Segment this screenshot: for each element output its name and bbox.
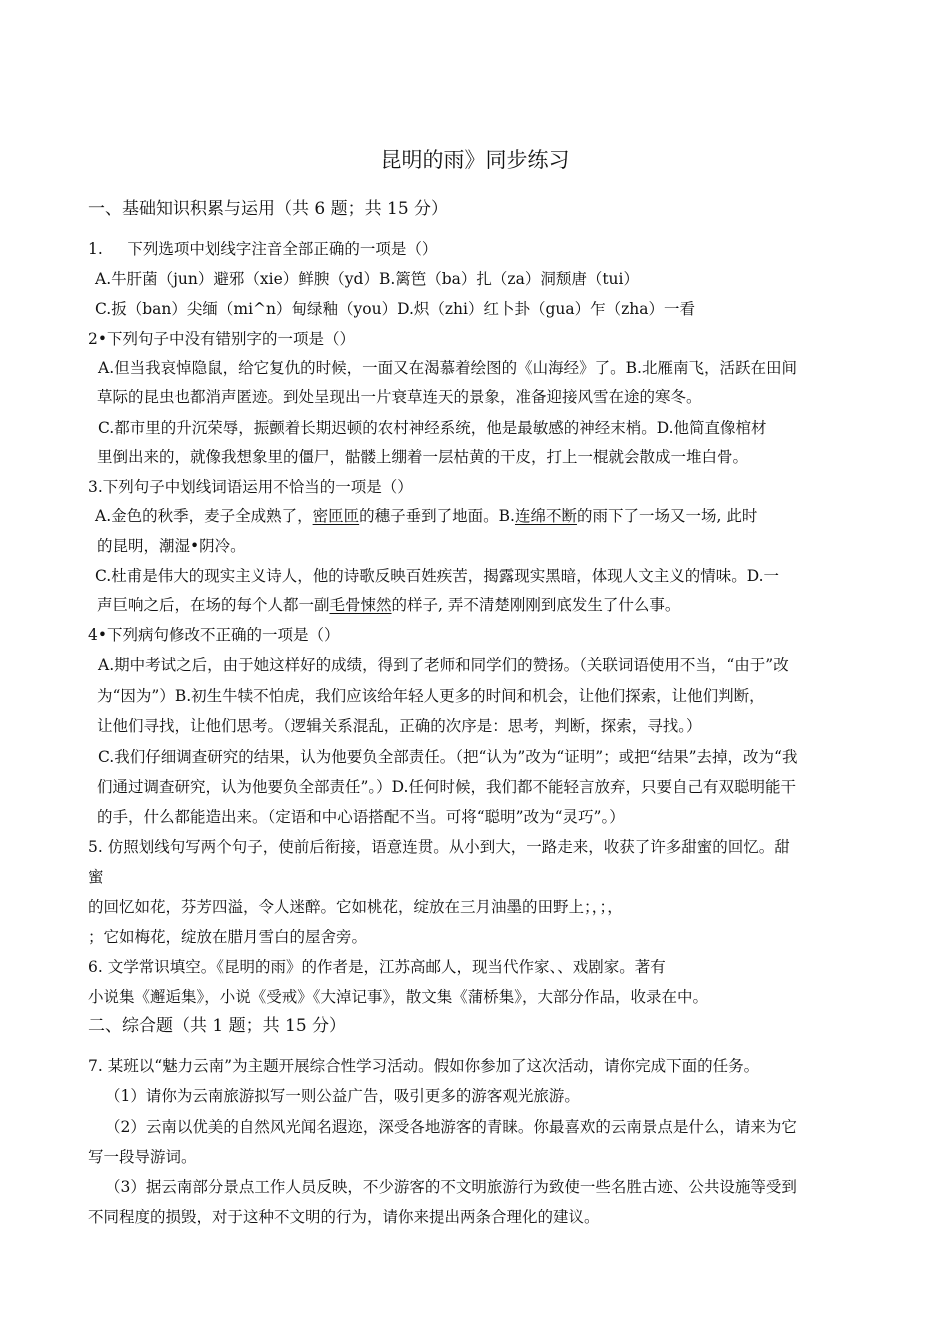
question-3-line-4 bbox=[97, 594, 680, 616]
question-1-option-ab: A.牛肝菌（jun）避邪（xie）鲜腴（yd）B.篱笆（ba）扎（za）洞颓唐（tui） bbox=[95, 270, 640, 288]
question-7-task-2-line-1: （2）云南以优美的自然风光闻名遐迩，深受各地游客的青睐。你最喜欢的云南景点是什么，请来为它 bbox=[105, 1118, 797, 1136]
question-7-task-3-line-2: 不同程度的损毁，对于这种不文明的行为，请你来提出两条合理化的建议。 bbox=[88, 1208, 600, 1226]
question-5-line-2: 蜜 bbox=[88, 868, 104, 886]
question-1-stem: 1. 下列选项中划线字注音全部正确的一项是（） bbox=[88, 240, 438, 258]
question-7-task-2-line-2: 写一段导游词。 bbox=[88, 1148, 197, 1166]
underlined-phrase-maogusongran: 毛骨悚然 bbox=[329, 596, 392, 614]
question-5-line-3: 的回忆如花，芬芳四溢，令人迷醉。它如桃花，绽放在三月油墨的田野上；，；， bbox=[88, 898, 623, 916]
question-2-line-2: 草际的昆虫也都消声匿迹。到处呈现出一片衰草连天的景象，准备迎接风雪在途的寒冬。 bbox=[97, 388, 702, 406]
question-3-line-4-text-b: 的样子, 弄不清楚刚刚到底发生了什么事。 bbox=[391, 596, 681, 614]
question-2-line-3: C.都市里的升沉荣辱，振颤着长期迟顿的农村神经系统，他是最敏感的神经末梢。D.他简直像棺材 bbox=[98, 419, 767, 437]
page-title: 昆明的雨》同步练习 bbox=[380, 148, 570, 172]
question-4-line-4: C.我们仔细调查研究的结果，认为他要负全部责任。（把“认为”改为“证明”；或把“结果”去掉，改为“我 bbox=[98, 748, 798, 766]
question-2-stem: 2•下列句子中没有错别字的一项是（） bbox=[88, 330, 356, 348]
question-4-line-3: 让他们寻找，让他们思考。（逻辑关系混乱，正确的次序是：思考，判断，探索，寻找。） bbox=[97, 717, 702, 735]
question-4-stem: 4•下列病句修改不正确的一项是（） bbox=[88, 626, 340, 644]
question-5-line-4: ；它如梅花，绽放在腊月雪白的屋舍旁。 bbox=[88, 928, 368, 946]
section-heading-2: 二、综合题（共 1 题；共 15 分） bbox=[88, 1016, 347, 1036]
question-2-line-4: 里倒出来的，就像我想象里的僵尸，骷髅上绷着一层枯黄的干皮，打上一棍就会散成一堆白骨。 bbox=[97, 448, 749, 466]
question-1-option-cd: C.扳（ban）尖缅（mi^n）甸绿釉（you）D.炽（zhi）红卜卦（gua）乍（zha）一看 bbox=[95, 300, 696, 318]
question-7-task-3-line-1: （3）据云南部分景点工作人员反映，不少游客的不文明旅游行为致使一些名胜古迹、公共设施等受到 bbox=[105, 1178, 797, 1196]
question-4-line-2: 为“因为”）B.初生牛犊不怕虎，我们应该给年轻人更多的时间和机会，让他们探索，让他们判断， bbox=[97, 687, 765, 705]
question-5-line-1: 5. 仿照划线句写两个句子，使前后衔接，语意连贯。从小到大，一路走来，收获了许多甜蜜的回忆。甜 bbox=[88, 838, 790, 856]
underlined-phrase-lianmianbuduan: 连绵不断 bbox=[514, 507, 577, 525]
question-6-line-1: 6. 文学常识填空。《昆明的雨》的作者是，江苏高邮人，现当代作家、、戏剧家。著有 bbox=[88, 958, 666, 976]
question-3-stem: 3.下列句子中划线词语运用不恰当的一项是（） bbox=[88, 478, 413, 496]
question-6-line-2: 小说集《邂逅集》，小说《受戒》《大淖记事》，散文集《蒲桥集》，大部分作品，收录在中。 bbox=[88, 988, 709, 1006]
question-3-line-1 bbox=[95, 505, 757, 527]
question-3-line-1-text-b: 的穗子垂到了地面。B. bbox=[359, 507, 515, 525]
question-3-line-3: C.杜甫是伟大的现实主义诗人，他的诗歌反映百姓疾苦，揭露现实黑暗，体现人文主义的情味。D.一 bbox=[95, 567, 780, 585]
question-4-line-6: 的手，什么都能造出来。（定语和中心语搭配不当。可将“聪明”改为“灵巧”。） bbox=[97, 808, 625, 826]
question-4-line-1: A.期中考试之后，由于她这样好的成绩，得到了老师和同学们的赞扬。（关联词语使用不当，“由于”改 bbox=[98, 656, 789, 674]
question-7-stem: 7. 某班以“魅力云南”为主题开展综合性学习活动。假如你参加了这次活动，请你完成下面的任务。 bbox=[88, 1057, 760, 1075]
question-3-line-1-text-c: 的雨下了一场又一场, 此时 bbox=[576, 507, 758, 525]
section-heading-1: 一、基础知识积累与运用（共 6 题；共 15 分） bbox=[88, 199, 449, 219]
question-2-line-1: A.但当我哀悼隐鼠，给它复仇的时候，一面又在渴慕着绘图的《山海经》了。B.北雁南飞，活跃在田间 bbox=[98, 359, 797, 377]
question-3-line-1-text-a: A.金色的秋季，麦子全成熟了， bbox=[95, 507, 313, 525]
question-3-line-4-text-a: 声巨响之后，在场的每个人都一副 bbox=[97, 596, 330, 614]
question-3-line-2: 的昆明，潮湿•阴冷。 bbox=[97, 537, 246, 555]
question-7-task-1: （1）请你为云南旅游拟写一则公益广告，吸引更多的游客观光旅游。 bbox=[105, 1087, 580, 1105]
question-4-line-5: 们通过调查研究，认为他要负全部责任”。）D.任何时候，我们都不能轻言放弃，只要自己有双聪明能干 bbox=[97, 778, 796, 796]
underlined-phrase-mizaza: 密匝匝 bbox=[312, 507, 360, 525]
